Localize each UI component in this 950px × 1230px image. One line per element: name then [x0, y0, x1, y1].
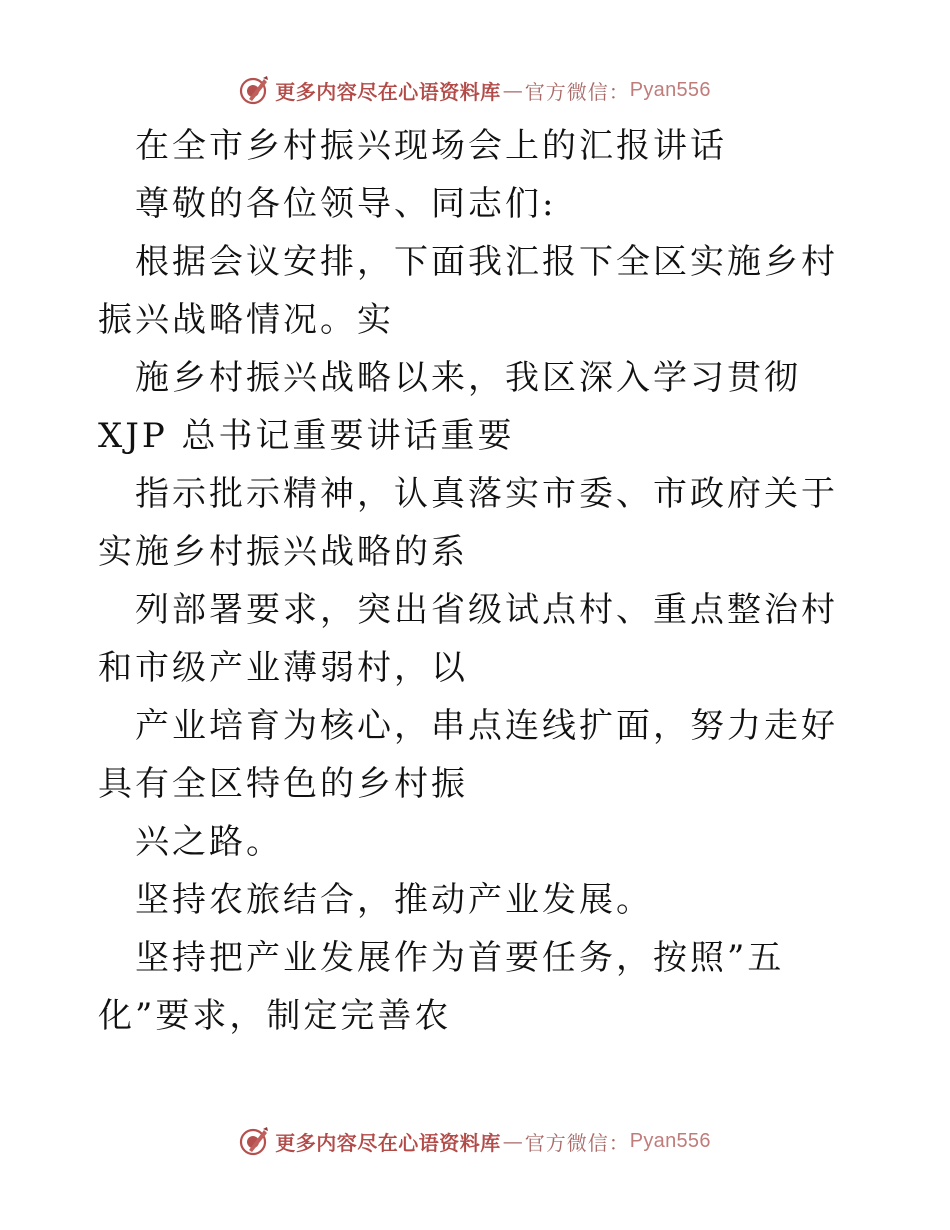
footer-wechat-label: 官方微信： [524, 1130, 630, 1155]
header-wechat-label: 官方微信： [524, 79, 630, 104]
header-watermark-banner [0, 70, 950, 110]
document-paragraph: 坚持把产业发展作为首要任务，按照”五化”要求，制定完善农 [98, 938, 785, 1036]
document-paragraph: 指示批示精神，认真落实市委、市政府关于实施乡村振兴战略的系 [98, 474, 838, 572]
document-salutation: 尊敬的各位领导、同志们: [135, 184, 557, 224]
footer-watermark-banner [0, 1121, 950, 1161]
footer-dash: — [502, 1129, 523, 1153]
document-paragraph: 兴之路。 [135, 822, 283, 862]
document-paragraph: 坚持农旅结合，推动产业发展。 [135, 880, 653, 920]
document-paragraph: 根据会议安排，下面我汇报下全区实施乡村振兴战略情况。实 [98, 242, 838, 340]
document-paragraph: 列部署要求，突出省级试点村、重点整治村和市级产业薄弱村，以 [98, 590, 838, 688]
footer-brand-text: 更多内容尽在心语资料库 [275, 1130, 501, 1155]
header-brand-text: 更多内容尽在心语资料库 [275, 79, 501, 104]
header-dash: — [502, 78, 523, 102]
footer-wechat-id: Pyan556 [629, 1129, 711, 1152]
document-paragraph: 施乡村振兴战略以来，我区深入学习贯彻 XJP 总书记重要讲话重要 [98, 358, 801, 456]
document-paragraph: 产业培育为核心，串点连线扩面，努力走好具有全区特色的乡村振 [98, 706, 838, 804]
document-title: 在全市乡村振兴现场会上的汇报讲话 [135, 126, 727, 166]
header-wechat-id: Pyan556 [629, 78, 711, 101]
pen-logo-icon [239, 75, 269, 105]
document-body [98, 117, 858, 1045]
pen-logo-icon [239, 1126, 269, 1156]
